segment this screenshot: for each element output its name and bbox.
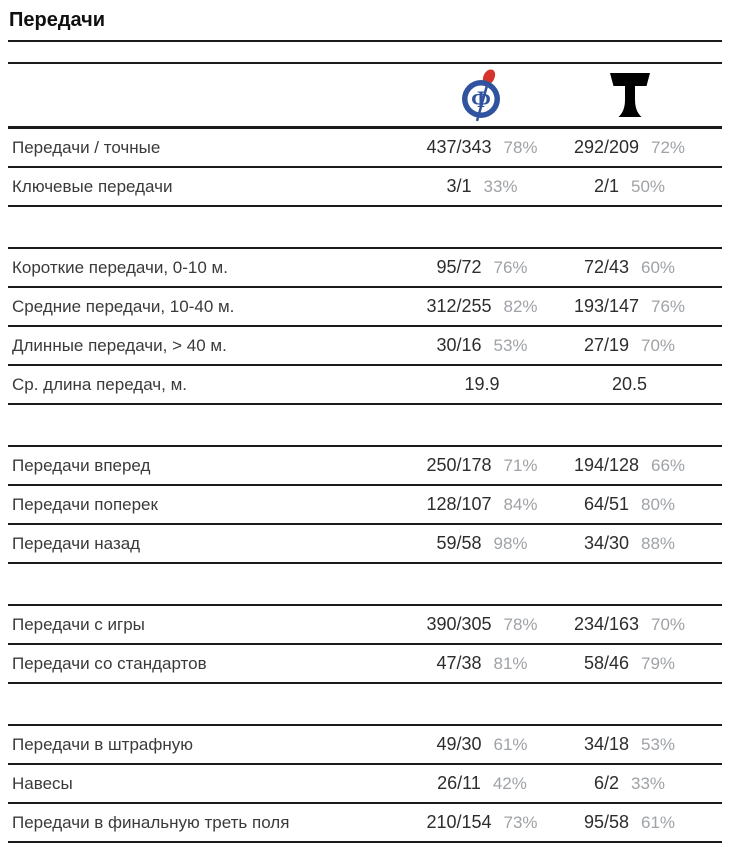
team1-cell [412, 494, 552, 515]
stat-value: 27/19 [583, 335, 629, 355]
table-section [8, 126, 722, 207]
team1-cell [412, 653, 552, 674]
table-section [8, 247, 722, 405]
table-row [8, 249, 722, 286]
team2-cell [552, 257, 707, 278]
stat-value: 128/107 [426, 494, 492, 514]
stat-percent: 80% [641, 495, 676, 514]
team1-cell [412, 533, 552, 554]
row-label: Передачи со стандартов [12, 653, 207, 673]
team2-cell [552, 653, 707, 674]
team1-cell [412, 734, 552, 755]
stat-value: 72/43 [583, 257, 629, 277]
stat-percent: 79% [641, 654, 676, 673]
section-gap [8, 564, 722, 604]
row-label: Передачи в финальную треть поля [12, 812, 290, 832]
row-label: Передачи с игры [12, 614, 145, 634]
table-row [8, 129, 722, 166]
stat-percent: 60% [641, 258, 676, 277]
fakel-club-logo-icon [458, 68, 506, 122]
stat-percent: 76% [651, 297, 686, 316]
team2-logo-cell [552, 71, 707, 119]
team2-cell [552, 614, 707, 635]
row-label: Короткие передачи, 0-10 м. [12, 257, 228, 277]
stat-percent: 76% [493, 258, 528, 277]
team2-cell [552, 374, 707, 395]
page-title: Передачи [9, 9, 106, 31]
row-label: Длинные передачи, > 40 м. [12, 335, 227, 355]
stat-value: 194/128 [573, 455, 640, 475]
row-label: Ключевые передачи [12, 176, 173, 196]
team2-cell [552, 734, 707, 755]
row-label: Передачи вперед [12, 455, 151, 475]
team2-cell [552, 296, 707, 317]
team2-cell [552, 335, 707, 356]
table-section [8, 724, 722, 843]
team2-cell [552, 137, 707, 158]
stat-value: 95/72 [436, 257, 482, 277]
stat-percent: 98% [493, 534, 528, 553]
team2-cell [552, 494, 707, 515]
stat-value: 292/209 [573, 137, 640, 157]
stat-value: 312/255 [426, 296, 492, 316]
stat-value: 95/58 [583, 812, 629, 832]
row-label: Передачи поперек [12, 494, 158, 514]
table-row [8, 606, 722, 643]
svg-text:Ф: Ф [471, 87, 491, 112]
row-label: Передачи в штрафную [12, 734, 193, 754]
empty-band [8, 42, 722, 62]
table-row [8, 286, 722, 325]
team1-cell [412, 176, 552, 197]
stat-percent: 61% [641, 813, 676, 832]
stat-percent: 73% [503, 813, 538, 832]
stat-value: 64/51 [583, 494, 629, 514]
team1-cell [412, 296, 552, 317]
team1-cell [412, 614, 552, 635]
table-row [8, 484, 722, 523]
section-gap [8, 207, 722, 247]
stat-percent: 70% [641, 336, 676, 355]
table-row [8, 802, 722, 841]
stat-percent: 81% [493, 654, 528, 673]
stat-value: 34/18 [583, 734, 629, 754]
table-section [8, 604, 722, 684]
stat-value: 19.9 [464, 374, 500, 394]
team2-cell [552, 533, 707, 554]
stat-value: 26/11 [437, 773, 481, 793]
stat-percent: 53% [493, 336, 528, 355]
table-row [8, 523, 722, 562]
table-row [8, 726, 722, 763]
stat-percent: 50% [631, 177, 666, 196]
stat-percent: 66% [651, 456, 686, 475]
stat-value: 34/30 [583, 533, 629, 553]
stat-value: 20.5 [611, 374, 648, 394]
stat-value: 59/58 [436, 533, 482, 553]
team1-logo-cell [412, 68, 552, 122]
section-gap [8, 684, 722, 724]
team2-cell [552, 455, 707, 476]
table-section [8, 445, 722, 564]
stat-percent: 78% [503, 615, 538, 634]
stat-percent: 33% [483, 177, 518, 196]
table-row [8, 447, 722, 484]
table-row [8, 166, 722, 205]
stat-value: 58/46 [583, 653, 629, 673]
torpedo-club-logo-icon [608, 71, 652, 119]
team1-cell [412, 812, 552, 833]
stat-value: 210/154 [426, 812, 492, 832]
team1-cell [412, 773, 552, 794]
stat-value: 390/305 [426, 614, 492, 634]
stat-percent: 84% [503, 495, 538, 514]
table-row [8, 643, 722, 682]
table-header-row [8, 62, 722, 126]
stat-value: 250/178 [426, 455, 492, 475]
table-row [8, 325, 722, 364]
team1-cell [412, 137, 552, 158]
row-label: Средние передачи, 10-40 м. [12, 296, 235, 316]
team2-cell [552, 176, 707, 197]
stat-value: 47/38 [436, 653, 482, 673]
stat-value: 193/147 [573, 296, 640, 316]
row-label: Передачи назад [12, 533, 141, 553]
stat-value: 2/1 [593, 176, 619, 196]
stat-percent: 53% [641, 735, 676, 754]
section-gap [8, 405, 722, 445]
stat-percent: 42% [492, 774, 527, 793]
stat-percent: 88% [641, 534, 676, 553]
stat-value: 3/1 [446, 176, 472, 196]
stat-value: 437/343 [426, 137, 492, 157]
stat-percent: 82% [503, 297, 538, 316]
team1-cell [412, 335, 552, 356]
stat-value: 234/163 [573, 614, 640, 634]
stat-percent: 71% [503, 456, 538, 475]
stat-percent: 61% [493, 735, 528, 754]
stat-percent: 72% [651, 138, 686, 157]
table-row [8, 364, 722, 403]
team1-cell [412, 374, 552, 395]
row-label: Передачи / точные [12, 137, 161, 157]
stat-value: 6/2 [593, 773, 619, 793]
table-row [8, 763, 722, 802]
row-label: Ср. длина передач, м. [12, 374, 187, 394]
stat-value: 30/16 [436, 335, 482, 355]
team2-cell [552, 773, 707, 794]
team2-cell [552, 812, 707, 833]
row-label: Навесы [12, 773, 73, 793]
stat-value: 49/30 [436, 734, 482, 754]
team1-cell [412, 257, 552, 278]
stat-percent: 70% [651, 615, 686, 634]
stat-percent: 33% [631, 774, 666, 793]
stat-percent: 78% [503, 138, 538, 157]
team1-cell [412, 455, 552, 476]
